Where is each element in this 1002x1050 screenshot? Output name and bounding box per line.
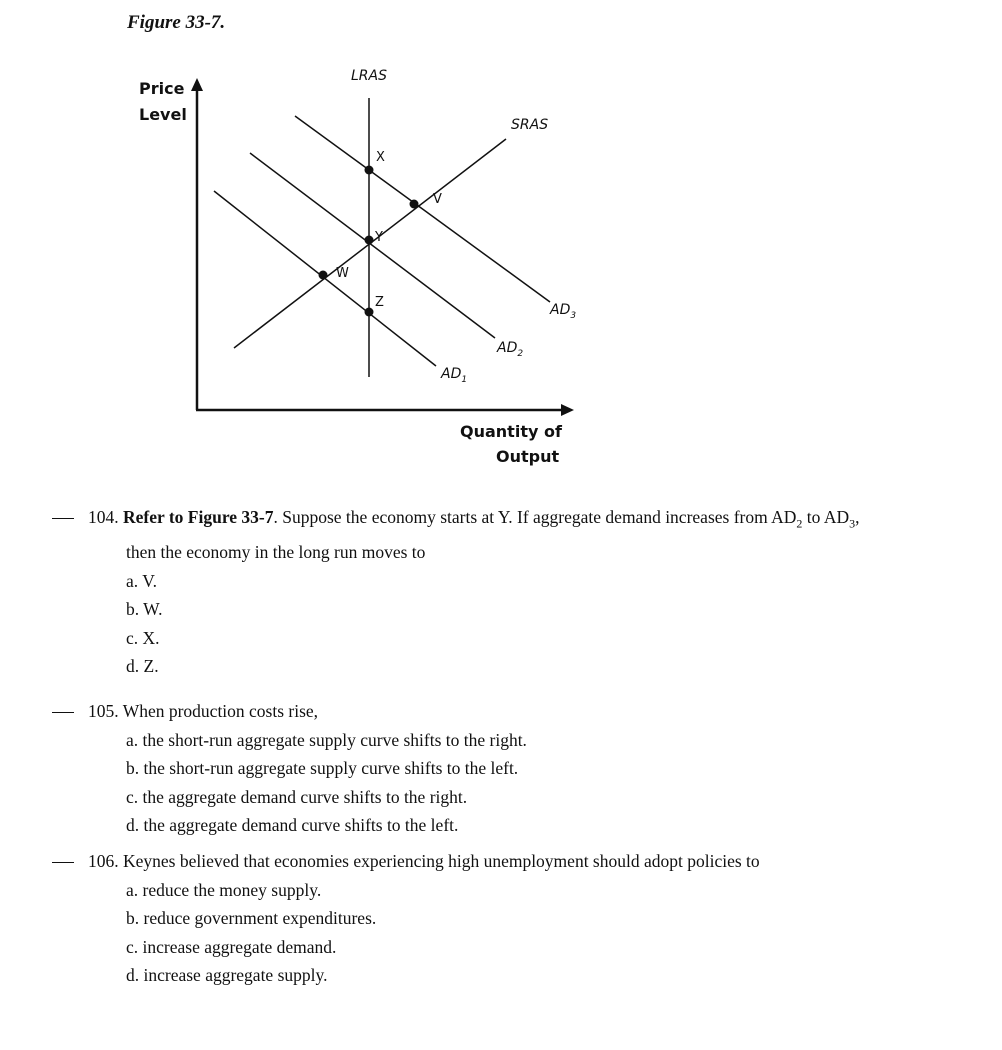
point-w-dot <box>319 271 328 280</box>
question-104-number: 104. <box>88 507 119 527</box>
question-106 <box>52 847 760 990</box>
ad1-label-sub: 1 <box>461 374 468 385</box>
question-106-option-d: d. increase aggregate supply. <box>126 965 328 986</box>
ad3-label <box>550 302 576 321</box>
answer-blank-105[interactable] <box>52 697 74 713</box>
question-105-option-d: d. the aggregate demand curve shifts to the left. <box>126 815 459 836</box>
question-106-option-a: a. reduce the money supply. <box>126 879 322 900</box>
ad1-label-main: AD <box>441 366 462 382</box>
question-105-number: 105. <box>88 701 119 721</box>
ad3-label-main: AD <box>550 302 571 318</box>
answer-blank-106[interactable] <box>52 847 74 863</box>
point-w-label: W <box>336 266 349 281</box>
answer-blank-104[interactable] <box>52 503 74 519</box>
point-x-label: X <box>376 150 385 165</box>
question-105-option-b: b. the short-run aggregate supply curve shifts to the left. <box>126 758 519 779</box>
question-106-stem <box>52 847 760 876</box>
figure-title: Figure 33-7. <box>127 12 226 33</box>
point-y-label: Y <box>375 230 383 245</box>
question-105-option-c: c. the aggregate demand curve shifts to the right. <box>126 786 468 807</box>
question-105-option-a: a. the short-run aggregate supply curve shifts to the right. <box>126 729 527 750</box>
question-105-stem-text: When production costs rise, <box>122 701 319 721</box>
question-105-stem <box>52 697 527 726</box>
question-105-text <box>88 697 527 726</box>
x-axis-label-line1: Quantity of <box>460 422 562 441</box>
point-v-label: V <box>433 192 442 207</box>
question-104-option-a: a. V. <box>126 570 157 591</box>
x-axis-label-line2: Output <box>496 447 560 466</box>
question-104-figure-ref: Refer to Figure 33-7 <box>123 507 274 527</box>
ad2-label-sub: 2 <box>517 348 524 359</box>
question-106-number: 106. <box>88 851 119 871</box>
ad3-line <box>295 116 550 302</box>
question-104-text-c: , <box>855 507 860 527</box>
question-104-text-b: to AD <box>802 507 850 527</box>
question-105 <box>52 697 527 840</box>
sras-label: SRAS <box>511 117 549 133</box>
question-104-text-a: . Suppose the economy starts at Y. If aggregate demand increases from AD <box>273 507 797 527</box>
question-104-option-b: b. W. <box>126 599 163 620</box>
question-104-text-line2: then the economy in the long run moves to <box>126 542 426 563</box>
question-104-text <box>88 503 859 538</box>
ad2-label <box>497 340 523 359</box>
lras-label: LRAS <box>351 68 387 84</box>
question-106-stem-text: Keynes believed that economies experiencing high unemployment should adopt policies to <box>123 851 760 871</box>
question-106-option-c: c. increase aggregate demand. <box>126 936 337 957</box>
point-y-dot <box>365 236 374 245</box>
ad1-label <box>441 366 467 385</box>
ad2-label-main: AD <box>497 340 518 356</box>
y-axis-label-line2: Level <box>139 105 187 124</box>
question-106-option-b: b. reduce government expenditures. <box>126 908 377 929</box>
point-v-dot <box>410 200 419 209</box>
question-104-sub1: 2 <box>796 516 803 531</box>
question-106-text <box>88 847 760 876</box>
y-axis-label-line1: Price <box>139 79 185 98</box>
question-104-sub2: 3 <box>849 516 856 531</box>
point-x-dot <box>365 166 374 175</box>
point-z-label: Z <box>375 295 384 310</box>
question-104-option-d: d. Z. <box>126 656 159 677</box>
question-104-option-c: c. X. <box>126 627 160 648</box>
x-axis-arrow <box>561 404 574 416</box>
ad3-label-sub: 3 <box>570 310 577 321</box>
point-z-dot <box>365 308 374 317</box>
question-104-stem <box>52 503 859 538</box>
question-104 <box>52 503 859 681</box>
y-axis-arrow <box>191 78 203 91</box>
